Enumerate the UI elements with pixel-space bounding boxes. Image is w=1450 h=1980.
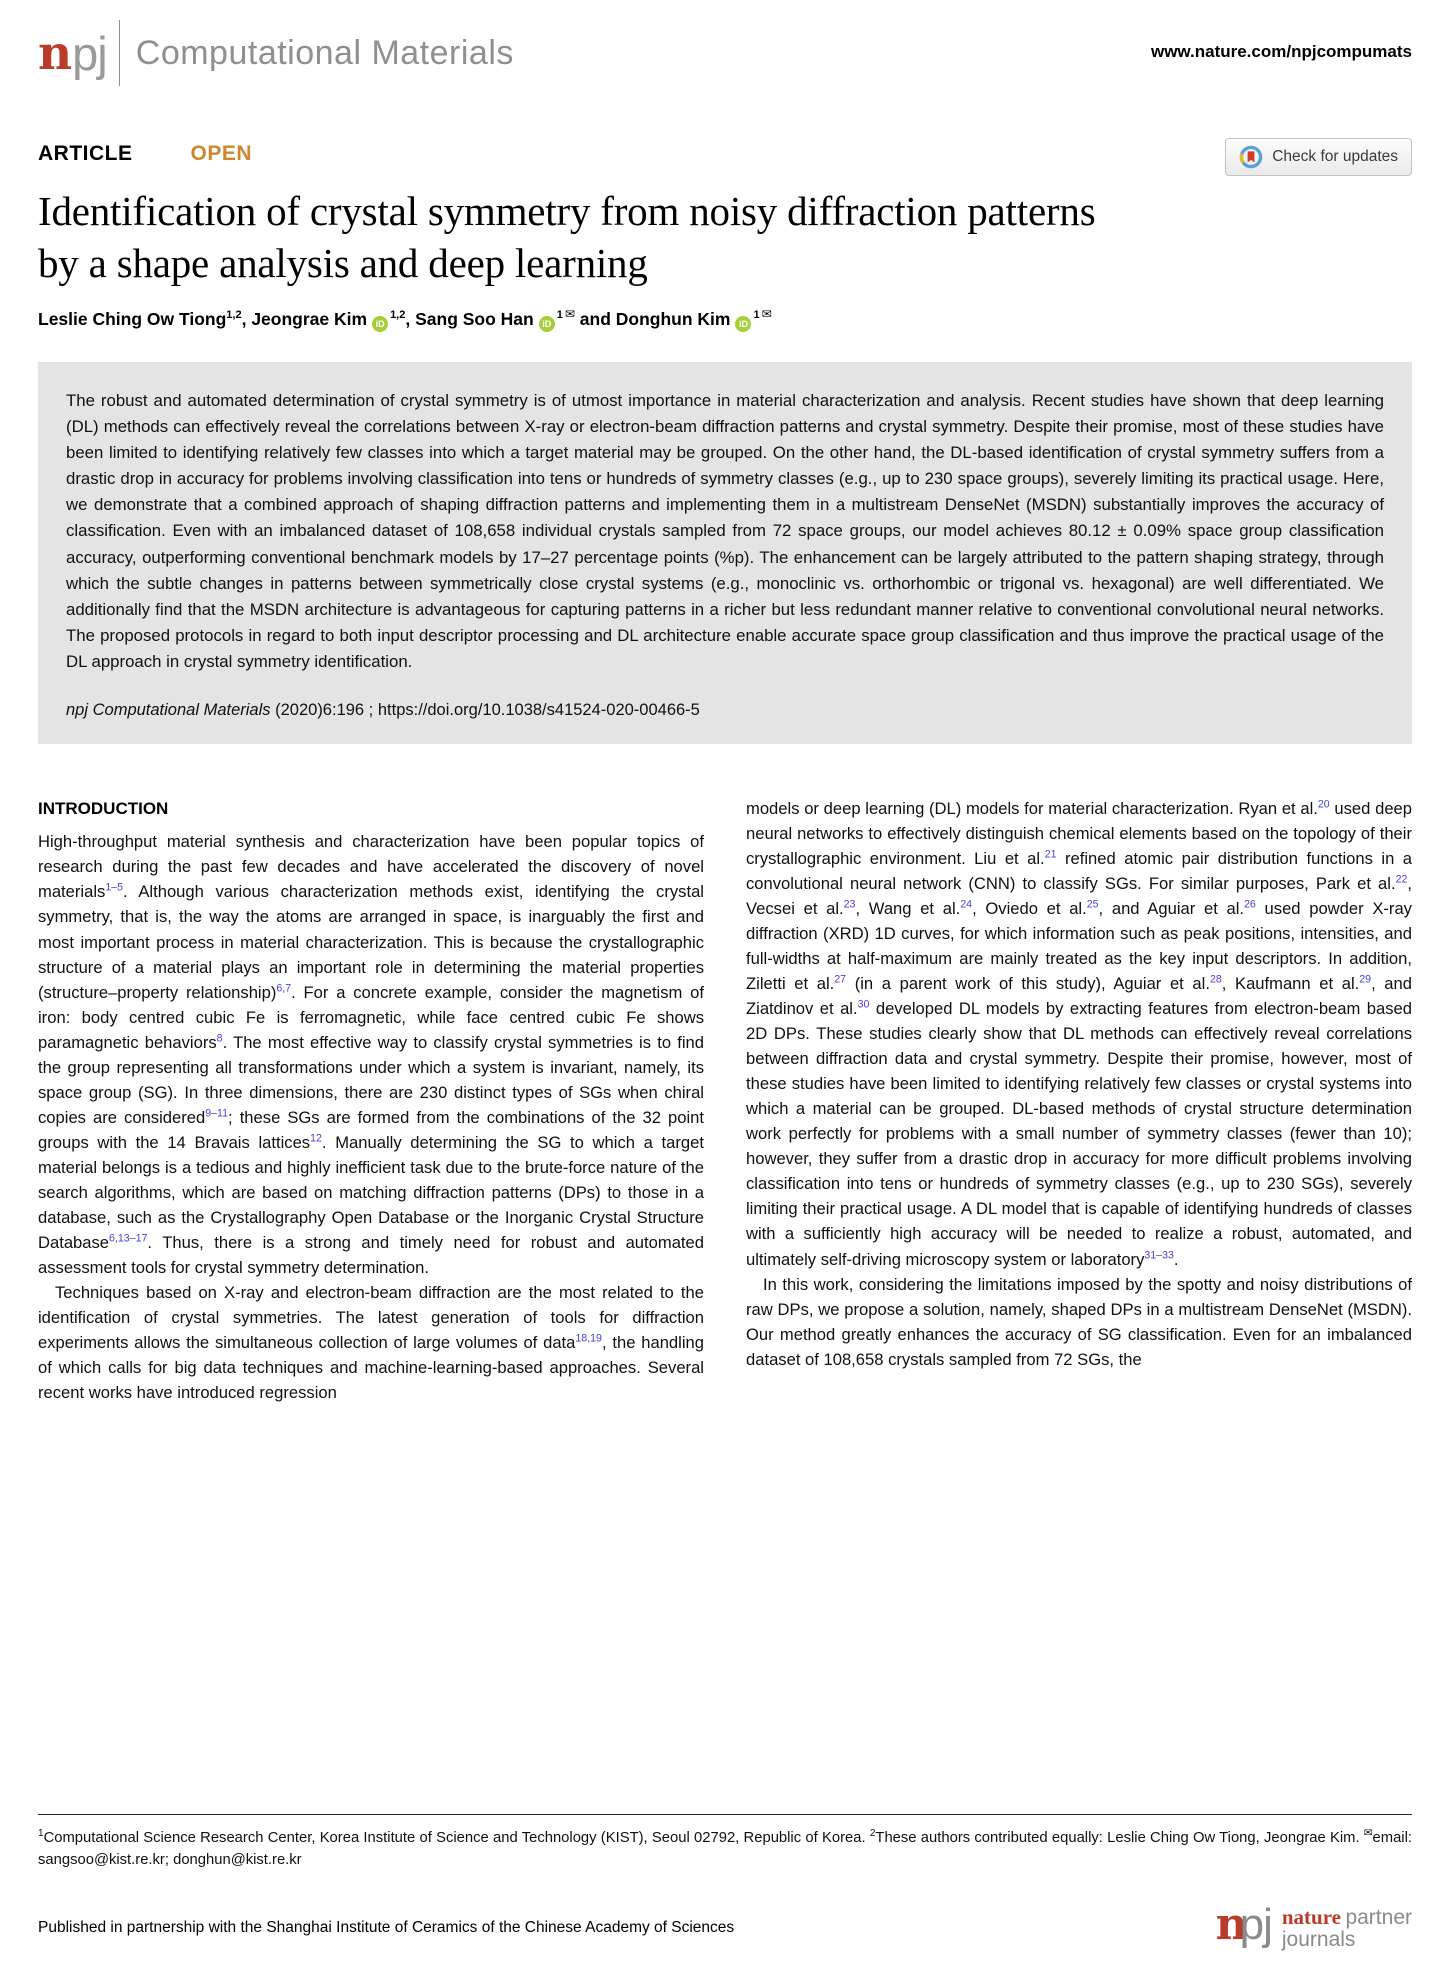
author: Leslie Ching Ow Tiong$^{1,2}$ xyxy=(38,309,242,330)
author: Sang Soo Han $iD^{1 ✉}$ xyxy=(415,309,575,329)
email-icon[interactable]: ✉ xyxy=(564,307,575,322)
citation-meta: (2020)6:196 ; xyxy=(270,700,378,719)
reference-marker: 27 xyxy=(834,973,847,986)
author-list: Leslie Ching Ow Tiong$^{1,2}$, Jeongrae Kim iD$^{1,2}$, Sang Soo Han $iD^{1 ✉}$ and Donghun Kim $iD^{1 ✉}$ xyxy=(38,309,1412,332)
npj-footer-logo-n: n xyxy=(1215,1899,1248,1951)
reference-marker: 21 xyxy=(1044,848,1057,861)
introduction-heading: INTRODUCTION xyxy=(38,798,169,818)
intro-right-column xyxy=(746,796,1412,1372)
journal-site-url: www.nature.com/npjcompumats xyxy=(1150,42,1412,61)
reference-marker: 6,13–17 xyxy=(109,1232,148,1245)
journal-masthead xyxy=(0,0,1450,86)
orcid-icon[interactable]: iD xyxy=(539,316,555,332)
article-type-label: ARTICLE xyxy=(38,142,133,165)
check-for-updates-label: Check for updates xyxy=(1272,148,1398,165)
article-title: Identification of crystal symmetry from noisy diffraction patterns by a shape analysis and deep learning xyxy=(38,188,1096,286)
page-footer xyxy=(38,1899,1412,1951)
article-body xyxy=(38,796,1412,1772)
reference-marker: 23 xyxy=(843,898,856,911)
reference-marker: 28 xyxy=(1209,973,1222,986)
author-affiliation-sup: 1,2 xyxy=(390,309,406,322)
logo-divider xyxy=(119,20,120,86)
npj-logo-n: n xyxy=(38,25,73,81)
email-icon: ✉ xyxy=(1363,1826,1373,1839)
reference-marker: 8 xyxy=(216,1032,223,1045)
crossmark-icon xyxy=(1239,145,1263,169)
journal-logo xyxy=(38,20,514,86)
npj-footer-logo xyxy=(1215,1899,1412,1951)
reference-marker: 31–33 xyxy=(1144,1248,1174,1261)
citation-journal: npj Computational Materials xyxy=(66,700,271,719)
reference-marker: 9–11 xyxy=(205,1107,229,1120)
email-icon[interactable]: ✉ xyxy=(761,307,772,322)
article-label-row xyxy=(38,142,1412,176)
intro-paragraph: models or deep learning (DL) models for material characterization. Ryan et al.$^{20}$ used deep neural networks to effectively distinguish chemical elements based on the topology of their crystallographic environment. Liu et al.$^{21}$ refined atomic pair distribution functions in a convolutional neural network (CNN) to classify SGs. For similar purposes, Park et al.$^{22}$, Vecsei et al.$^{23}$, Wang et al.$^{24}$, Oviedo et al.$^{25}$, and Aguiar et al.$^{26}$ used powder X-ray diffraction (XRD) 1D curves, for which information such as peak positions, intensities, and full-widths at half-maximum are mainly treated as the key input descriptors. In addition, Ziletti et al.$^{27}$ (in a parent work of this study), Aguiar et al.$^{28}$, Kaufmann et al.$^{29}$, and Ziatdinov et al.$^{30}$ developed DL models by extracting features from electron-beam based 2D DPs. These studies clearly show that DL methods can effectively reveal correlations between diffraction data and crystal symmetry. Despite their promise, however, most of these studies have been limited to identifying relatively few classes or crystal systems into which a material can be grouped. DL-based methods of crystal structure determination work perfectly for problems with a small number of symmetry classes (fewer than 10); however, they suffer from a drastic drop in accuracy for more difficult problems involving classification into tens or hundreds of symmetry classes (e.g., up to 230 SGs), severely limiting their practical usage. A DL model that is capable of identifying hundreds of classes with a sufficiently high accuracy will be needed to realize a robust, automated, and ultimately self-driving microscopy system or laboratory$^{31-33}$. xyxy=(746,798,1413,1269)
tagline-nature: nature xyxy=(1281,1905,1341,1930)
intro-left-column xyxy=(38,796,704,1406)
author-affiliation-sup: 1,2 xyxy=(226,309,242,322)
npj-logo-pj: pj xyxy=(72,26,107,80)
reference-marker: 2 xyxy=(869,1827,876,1839)
reference-marker: 12 xyxy=(310,1132,322,1145)
tagline-journals: journals xyxy=(1281,1927,1356,1951)
journal-name: Computational Materials xyxy=(135,33,514,72)
author-affiliation-sup: 1 ✉ xyxy=(556,307,575,322)
affiliation-footnote: $^1$Computational Science Research Center, Korea Institute of Science and Technology (KIST), Seoul 02792, Republic of Korea. $^2$These authors contributed equally: Leslie Ching Ow Tiong, Jeongrae Kim. ✉email: sangsoo@kist.re.kr; donghun@kist.re.kr xyxy=(38,1826,1412,1868)
author: Jeongrae Kim iD$^{1,2}$ xyxy=(251,309,405,329)
footnote-divider xyxy=(38,1814,1412,1815)
reference-marker: 29 xyxy=(1359,973,1372,986)
intro-paragraph: In this work, considering the limitations imposed by the spotty and noisy distributions of raw DPs, we propose a solution, namely, shaped DPs in a multistream DenseNet (MSDN). Our method greatly enhances the accuracy of SG classification. Even for an imbalanced dataset of 108,658 crystals sampled from 72 SGs, the xyxy=(746,1274,1412,1369)
reference-marker: 26 xyxy=(1244,898,1256,911)
reference-marker: 6,7 xyxy=(276,982,292,995)
npj-footer-logo-pj: pj xyxy=(1239,1900,1272,1950)
reference-marker: 25 xyxy=(1086,898,1099,911)
author-affiliation-sup: 1 ✉ xyxy=(753,307,772,322)
reference-marker: 30 xyxy=(857,998,870,1011)
reference-marker: 1–5 xyxy=(105,881,124,894)
reference-marker: 20 xyxy=(1317,798,1330,811)
tagline-partner: partner xyxy=(1345,1906,1412,1930)
orcid-icon[interactable]: iD xyxy=(372,316,388,332)
open-access-label: OPEN xyxy=(190,142,253,165)
author: Donghun Kim $iD^{1 ✉}$ xyxy=(616,309,772,329)
orcid-icon[interactable]: iD xyxy=(735,316,751,332)
citation-line xyxy=(66,701,1384,720)
article-labels xyxy=(38,142,252,166)
doi-link[interactable]: https://doi.org/10.1038/s41524-020-00466-5 xyxy=(377,700,700,719)
npj-footer-tagline xyxy=(1282,1907,1412,1950)
abstract-box xyxy=(38,362,1412,743)
check-for-updates-button[interactable] xyxy=(1225,138,1412,176)
reference-marker: 24 xyxy=(960,898,973,911)
intro-paragraph: Techniques based on X-ray and electron-beam diffraction are the most related to the identification of crystal symmetries. The latest generation of tools for diffraction experiments allows the simultaneous collection of large volumes of data$^{18,19}$, the handling of which calls for big data techniques and machine-learning-based approaches. Several recent works have introduced regression xyxy=(38,1283,704,1403)
reference-marker: 18,19 xyxy=(575,1332,602,1345)
reference-marker: 1 xyxy=(38,1827,44,1839)
reference-marker: 22 xyxy=(1395,873,1408,886)
partnership-note: Published in partnership with the Shanghai Institute of Ceramics of the Chinese Academy of Sciences xyxy=(38,1918,735,1936)
intro-paragraph: High-throughput material synthesis and characterization have been popular topics of research during the past few decades and have accelerated the discovery of novel materials$^{1-5}$. Although various characterization methods exist, identifying the crystal symmetry, that is, the way the atoms are arranged in space, is inarguably the first and most important process in material characterization. This is because the crystallographic structure of a material plays an important role in determining the material properties (structure–property relationship)$^{6,7}$. For a concrete example, consider the magnetism of iron: body centred cubic Fe is ferromagnetic, while face centred cubic Fe shows paramagnetic behaviors$^8$. The most effective way to classify crystal symmetries is to find the group representing all transformations under which a system is invariant, namely, its space group (SG). In three dimensions, there are 230 distinct types of SGs when chiral copies are considered$^{9-11}$; these SGs are formed from the combinations of the 32 point groups with the 14 Bravais lattices$^{12}$. Manually determining the SG to which a target material belongs is a tedious and highly inefficient task due to the brute-force nature of the search algorithms, which are based on matching diffraction patterns (DPs) to those in a database, such as the Crystallography Open Database or the Inorganic Crystal Structure Database$^{6,13-17}$. Thus, there is a strong and timely need for robust and automated assessment tools for crystal symmetry determination. xyxy=(38,832,704,1278)
abstract-text: The robust and automated determination of crystal symmetry is of utmost importance in material characterization and analysis. Recent studies have shown that deep learning (DL) methods can effectively reveal the correlations between X-ray or electron-beam diffraction patterns and crystal symmetry. Despite their promise, most of these studies have been limited to identifying relatively few classes into which a target material may be grouped. On the other hand, the DL-based identification of crystal symmetry suffers from a drastic drop in accuracy for problems involving classification into tens or hundreds of symmetry classes (e.g., up to 230 space groups), severely limiting its practical usage. Here, we demonstrate that a combined approach of shaping diffraction patterns and implementing them in a multistream DenseNet (MSDN) substantially improves the accuracy of classification. Even with an imbalanced dataset of 108,658 individual crystals sampled from 72 space groups, our model achieves 80.12 ± 0.09% space group classification accuracy, outperforming conventional benchmark models by 17–27 percentage points (%p). The enhancement can be largely attributed to the pattern shaping strategy, through which the subtle changes in patterns between symmetrically close crystal systems (e.g., monoclinic vs. orthorhombic or trigonal vs. hexagonal) are well differentiated. We additionally find that the MSDN architecture is advantageous for capturing patterns in a richer but less redundant manner relative to conventional convolutional neural networks. The proposed protocols in regard to both input descriptor processing and DL architecture enable accurate space group classification and thus improve the practical usage of the DL approach in crystal symmetry identification. xyxy=(66,391,1384,671)
